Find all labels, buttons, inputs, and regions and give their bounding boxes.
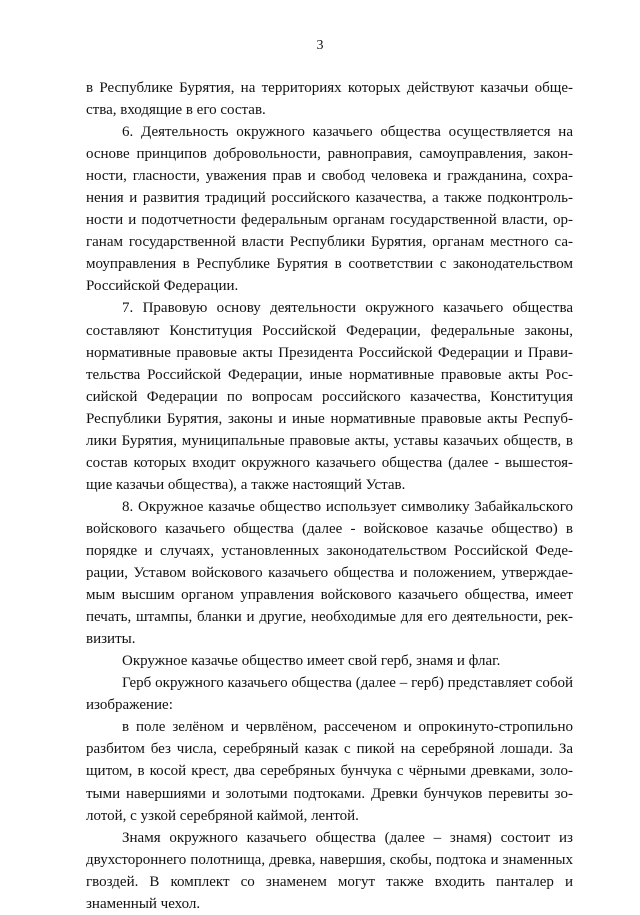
- paragraph-coat-of-arms-intro: Герб окружного казачьего общества (далее – герб) представляет собой изображение:: [86, 675, 573, 714]
- paragraph-item-8: 8. Окружное казачье общество использует символику Забайкальского войскового казачьего общества (далее - войсковое казачье общество) в порядке и случаях, установленных законодательством Российской Федерации, Уставом войскового казачьего общества и положением, утверждаемым высшим органом управления войскового казачьего общества, имеет печать, штампы, бланки и другие, необходимые для его деятельности, реквизиты.: [86, 498, 573, 648]
- paragraph-banner: Знамя окружного казачьего общества (далее – знамя) состоит из двухстороннего полотнища, древка, навершия, скобы, подтока и знаменных гвоздей. В комплект со знаменем могут также входить панталер и знаменный чехол.: [86, 829, 573, 912]
- page-number: 3: [316, 38, 324, 53]
- paragraph-item-6: 6. Деятельность окружного казачьего общества осуществляется на основе принципов добровольности, равноправия, самоуправления, законности, гласности, уважения прав и свобод человека и гражданина, сохранения и развития традиций российского казачества, а также подконтрольности и подотчетности федеральным органам государственной власти, органам государственной власти Республики Бурятия, органам местного самоуправления в Республике Бурятия в соответствии с законодательством Российской Федерации.: [86, 124, 573, 295]
- paragraph-symbols: Окружное казачье общество имеет свой герб, знамя и флаг.: [122, 653, 501, 670]
- paragraph-continuation: в Республике Бурятия, на территориях которых действуют казачьи общества, входящие в его состав.: [86, 80, 573, 119]
- paragraph-coat-of-arms-description: в поле зелёном и червлёном, рассеченом и опрокинуто-стропильно разбитом без числа, серебряный казак с пикой на серебряной лошади. За щитом, в косой крест, два серебряных бунчука с чёрными древками, золотыми навершиями и золотыми подтоками. Древки бунчуков перевиты золотой, с узкой серебряной каймой, лентой.: [86, 719, 573, 824]
- document-body: [86, 77, 573, 915]
- paragraph-item-7: 7. Правовую основу деятельности окружного казачьего общества составляют Конституция Российской Федерации, федеральные законы, нормативные правовые акты Президента Российской Федерации и Правительства Российской Федерации, иные нормативные правовые акты Российской Федерации по вопросам российского казачества, Конституция Республики Бурятия, законы и иные нормативные правовые акты Республики Бурятия, муниципальные правовые акты, уставы казачьих обществ, в состав которых входит окружного казачьего общества (далее - вышестоящие казачьи общества), а также настоящий Устав.: [86, 300, 573, 493]
